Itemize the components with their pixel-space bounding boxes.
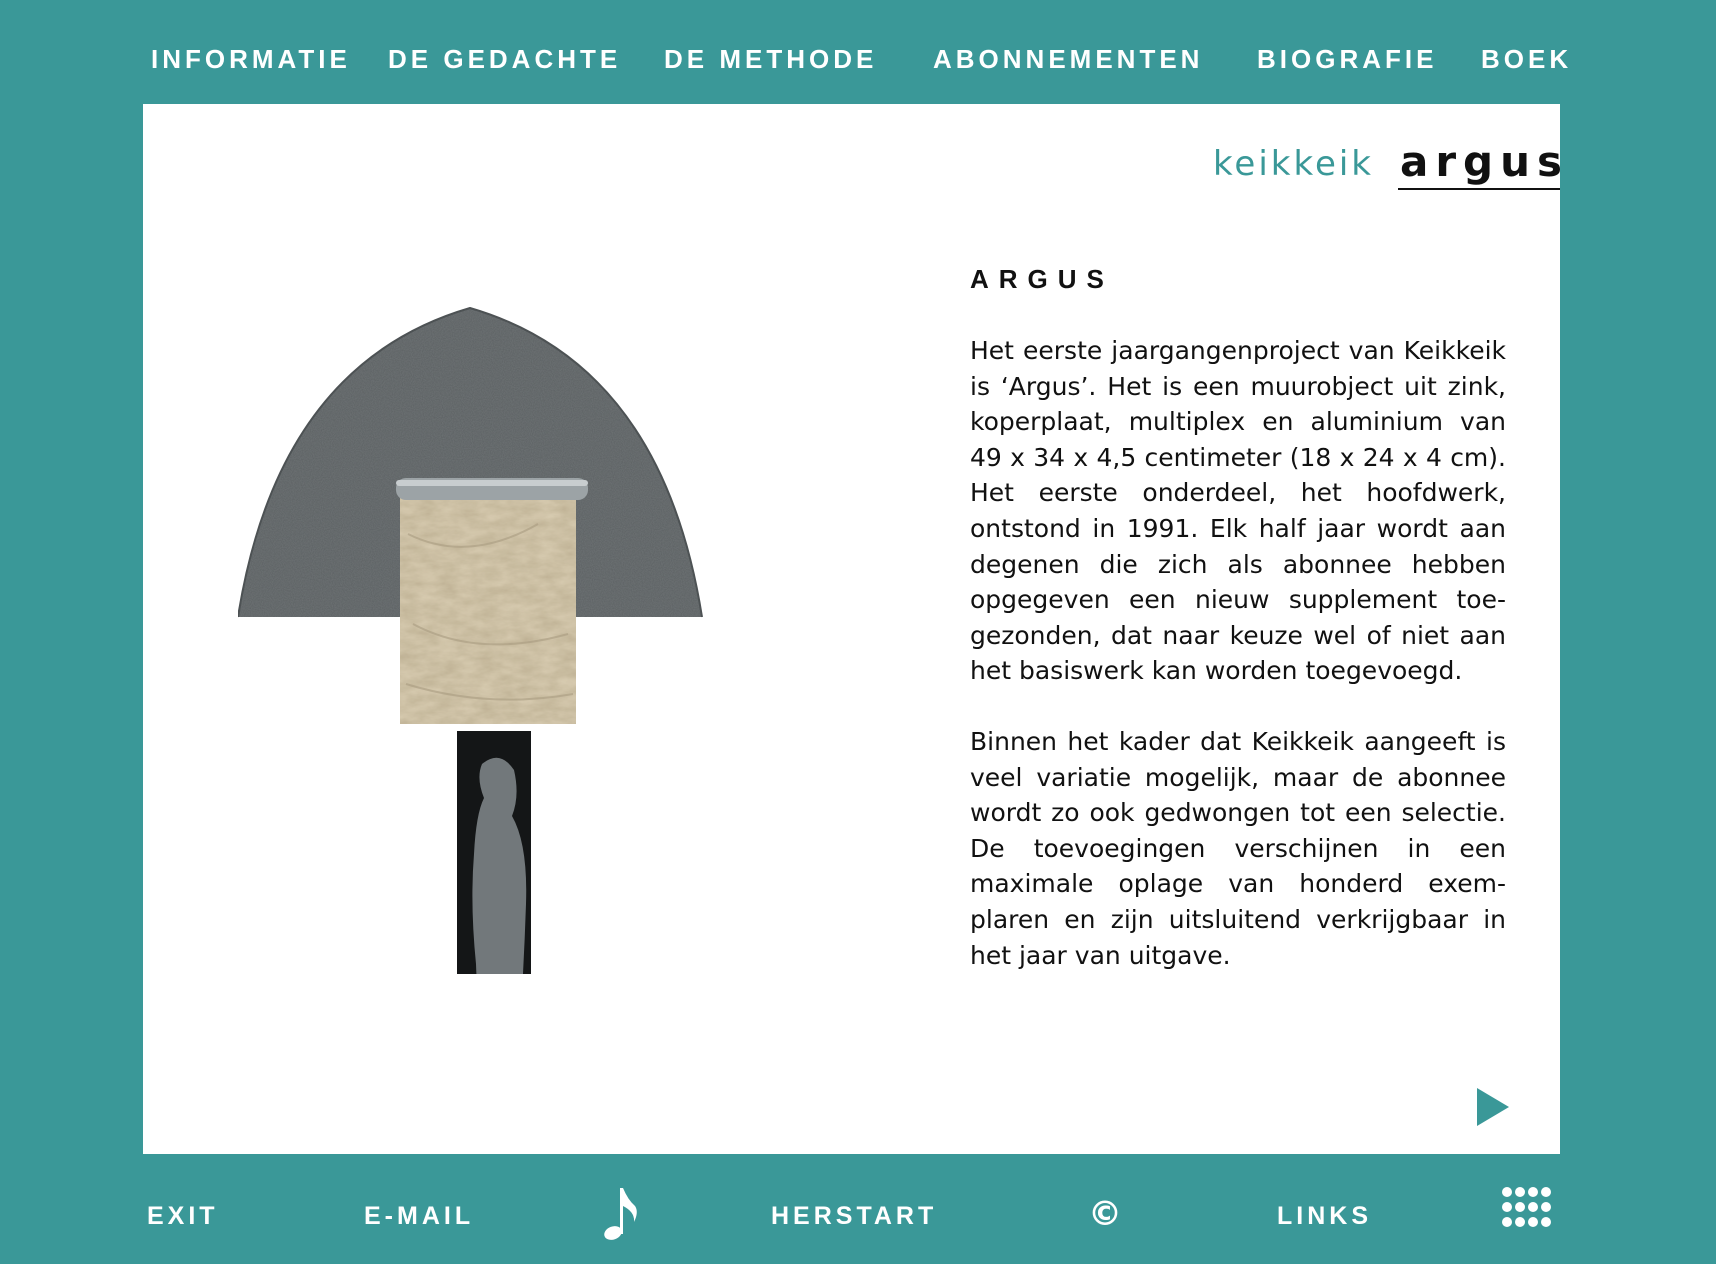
dot-grid-icon[interactable] — [1500, 1185, 1552, 1231]
nav-biografie[interactable]: BIOGRAFIE — [1257, 44, 1438, 74]
article — [970, 264, 1506, 1008]
email-button[interactable]: E-MAIL — [364, 1202, 475, 1230]
music-note-icon[interactable] — [600, 1184, 640, 1244]
bottom-navigation — [0, 1196, 1716, 1236]
brand-argus: argus — [1398, 136, 1560, 190]
content-panel — [143, 104, 1570, 1154]
nav-informatie[interactable]: INFORMATIE — [151, 44, 351, 74]
links-button[interactable]: LINKS — [1277, 1202, 1372, 1230]
nav-de-methode[interactable]: DE METHODE — [664, 44, 878, 74]
article-heading: ARGUS — [970, 264, 1114, 294]
brand-keikkeik: keikkeik — [1212, 144, 1374, 184]
exit-button[interactable]: EXIT — [147, 1202, 219, 1230]
nav-de-gedachte[interactable]: DE GEDACHTE — [388, 44, 622, 74]
copyright-icon[interactable]: © — [1088, 1194, 1122, 1234]
top-navigation — [0, 44, 1716, 84]
nav-abonnementen[interactable]: ABONNEMENTEN — [933, 44, 1204, 74]
argus-artwork — [238, 204, 758, 974]
play-arrow-icon[interactable] — [1473, 1084, 1513, 1130]
article-paragraph-2: Binnen het kader dat Keikkeik aangeeft is veel variatie mogelijk, maar de abonnee wordt zo ook gedwongen tot een selectie. De toevoegingen verschijnen in een maximale oplage van honderd exemplaren en zijn uitsluitend verkrijgbaar in het jaar van uitgave. — [970, 726, 1506, 970]
article-paragraph-1: Het eerste jaargangenproject van Keikkeik is ‘Argus’. Het is een muurobject uit zink, koperplaat, multiplex en aluminium van 49 x 34 x 4,5 centimeter (18 x 24 x 4 cm). Het eerste onderdeel, het hoofdwerk, ontstond in 1991. Elk half jaar wordt aan degenen die zich als abonnee hebben opgegeven een nieuw supplement toegezonden, dat naar keuze wel of niet aan het basiswerk kan worden toegevoegd. — [970, 336, 1506, 686]
herstart-button[interactable]: HERSTART — [771, 1202, 938, 1230]
nav-boek[interactable]: BOEK — [1481, 44, 1573, 74]
